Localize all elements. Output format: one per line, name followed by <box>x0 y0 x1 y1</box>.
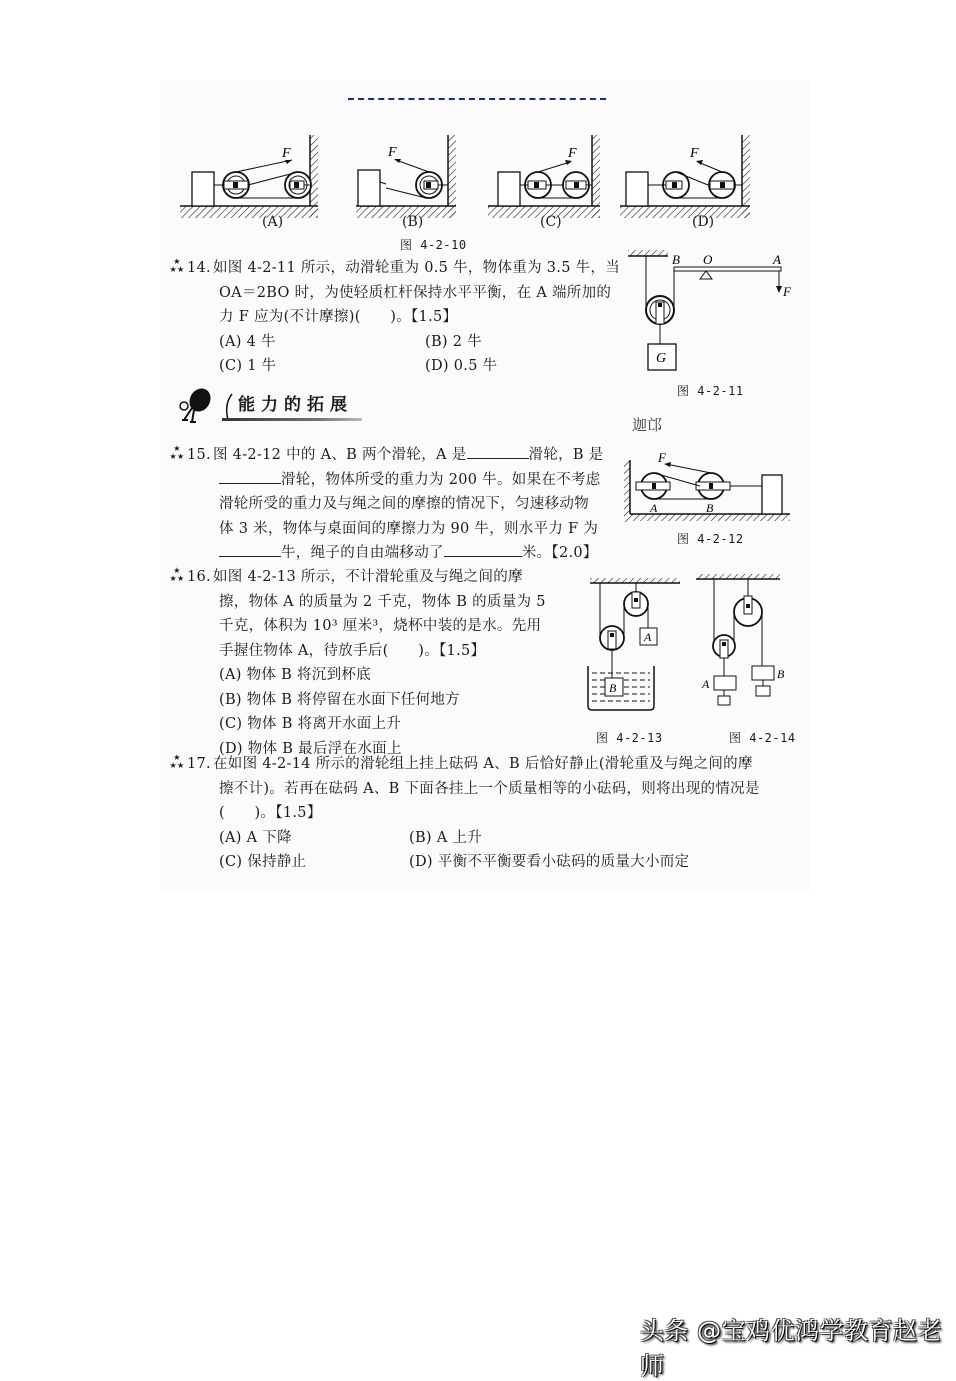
question-text-line: 力 F 应为(不计摩擦)( )。【1.5】 <box>219 309 458 325</box>
option-d[interactable]: (D) 物体 B 最后浮在水面上 <box>219 740 402 757</box>
answer-blank-b-type[interactable] <box>219 469 281 484</box>
section-header <box>170 386 370 426</box>
question-text-line: 如图 4-2-13 所示，不计滑轮重及与绳之间的摩 <box>212 569 523 585</box>
option-c[interactable]: (C) 物体 B 将离开水面上升 <box>219 716 402 732</box>
svg-text:F: F <box>690 146 699 161</box>
figure-4-2-14-caption: 图 4-2-14 <box>729 731 796 745</box>
svg-text:F: F <box>388 145 397 160</box>
difficulty-stars: ★ ★★ <box>169 566 185 583</box>
question-number: 17. <box>187 756 211 772</box>
panel-c-diagram <box>488 135 600 218</box>
answer-blank-force[interactable] <box>219 542 281 557</box>
svg-text:A: A <box>644 630 652 644</box>
option-c[interactable]: (C) 1 牛 <box>219 358 277 374</box>
question-number: 14. <box>187 260 211 276</box>
question-text-line: 擦不计)。若再在砝码 A、B 下面各挂上一个质量相等的小砝码，则将出现的情况是 <box>219 780 760 797</box>
figure-4-2-11-diagram <box>618 246 798 386</box>
question-text-line: 滑轮所受的重力及与绳之间的摩擦的情况下，匀速移动物 <box>219 496 589 512</box>
question-text-line: 如图 4-2-11 所示，动滑轮重为 0.5 牛，物体重为 3.5 牛，当 <box>212 260 621 276</box>
question-text-line: 在如图 4-2-14 所示的滑轮组上挂上砝码 A、B 后恰好静止(滑轮重及与绳之间的摩 <box>212 756 753 772</box>
svg-text:A: A <box>773 252 781 267</box>
question-number: 15. <box>187 447 211 463</box>
figure-4-2-14-diagram <box>690 572 800 722</box>
difficulty-stars: ★ ★★ <box>169 444 185 461</box>
svg-text:F: F <box>783 284 791 299</box>
question-text-line: 千克，体积为 10³ 厘米³，烧杯中装的是水。先用 <box>219 618 542 634</box>
option-a[interactable]: (A) A 下降 <box>219 829 292 846</box>
svg-text:G: G <box>656 351 667 366</box>
question-15: ★ ★★ 15. 图 4-2-12 中的 A、B 两个滑轮，A 是 滑轮，B 是 滑轮，物体所受的重力为 200 牛。如果在不考虑 滑轮所受的重力及与绳之间的摩擦的情况下，匀速移动物 体 3 米，物体与桌面间的摩擦力为 90 牛，则水平力 F 为 牛，绳子的自由端移动了 米。【2.0】 <box>167 443 617 566</box>
panel-a-label: (A) <box>262 214 284 230</box>
question-17 <box>167 752 797 875</box>
watermark: 头条 @宝鸡优鸿学教育赵老师 <box>640 1317 943 1380</box>
question-16 <box>167 565 577 761</box>
option-d[interactable]: (D) 0.5 牛 <box>425 358 498 374</box>
answer-blank-distance[interactable] <box>444 542 522 557</box>
svg-text:B: B <box>609 681 617 695</box>
option-b[interactable]: (B) 物体 B 将停留在水面下任何地方 <box>219 691 460 708</box>
figure-4-2-13-diagram <box>586 576 686 726</box>
svg-text:F: F <box>282 146 291 161</box>
question-14 <box>167 256 621 379</box>
side-mark: 迦邙 <box>632 416 663 434</box>
question-text-line: OA＝2BO 时，为使轻质杠杆保持水平平衡，在 A 端所加的 <box>219 284 612 301</box>
figure-4-2-11-caption: 图 4-2-11 <box>677 384 744 398</box>
section-title: 能力的拓展 <box>238 395 353 415</box>
svg-text:F: F <box>568 146 577 161</box>
svg-text:B: B <box>706 501 714 515</box>
svg-text:B: B <box>672 252 680 267</box>
answer-blank-a-type[interactable] <box>467 444 529 459</box>
question-number: 16. <box>187 569 211 585</box>
figure-4-2-10-caption: 图 4-2-10 <box>400 238 467 252</box>
panel-c-label: (C) <box>540 214 562 230</box>
figure-4-2-12-diagram <box>624 452 794 522</box>
svg-text:O: O <box>703 252 713 267</box>
running-figure-icon <box>170 386 218 426</box>
question-text-line: 擦，物体 A 的质量为 2 千克，物体 B 的质量为 5 <box>219 593 546 610</box>
difficulty-stars: ★ ★★ <box>169 257 185 274</box>
option-a[interactable]: (A) 物体 B 将沉到杯底 <box>219 667 371 683</box>
figure-4-2-13-caption: 图 4-2-13 <box>596 731 663 745</box>
option-a[interactable]: (A) 4 牛 <box>219 333 276 350</box>
panel-a-diagram <box>180 135 318 218</box>
panel-d-diagram <box>620 135 750 218</box>
option-b[interactable]: (B) A 上升 <box>409 829 483 846</box>
figure-4-2-12-caption: 图 4-2-12 <box>677 532 744 546</box>
difficulty-stars: ★ ★★ <box>169 753 185 770</box>
figure-4-2-10-diagram <box>170 130 790 260</box>
svg-text:B: B <box>777 667 785 681</box>
question-text-line: 体 3 米，物体与桌面间的摩擦力为 90 牛，则水平力 F 为 <box>219 520 599 537</box>
svg-text:A: A <box>650 501 658 515</box>
panel-b-label: (B) <box>402 214 424 230</box>
svg-text:F: F <box>658 450 666 465</box>
panel-b-diagram <box>356 135 456 218</box>
question-text-line: ( )。【1.5】 <box>219 805 322 821</box>
option-b[interactable]: (B) 2 牛 <box>425 333 483 350</box>
option-c[interactable]: (C) 保持静止 <box>219 854 307 870</box>
svg-text:A: A <box>702 677 710 691</box>
dashed-separator <box>348 98 606 100</box>
option-d[interactable]: (D) 平衡不平衡要看小砝码的质量大小而定 <box>409 854 690 870</box>
section-underline <box>222 418 362 421</box>
panel-d-label: (D) <box>692 214 715 230</box>
question-text-line: 手握住物体 A，待放手后( )。【1.5】 <box>219 642 486 659</box>
